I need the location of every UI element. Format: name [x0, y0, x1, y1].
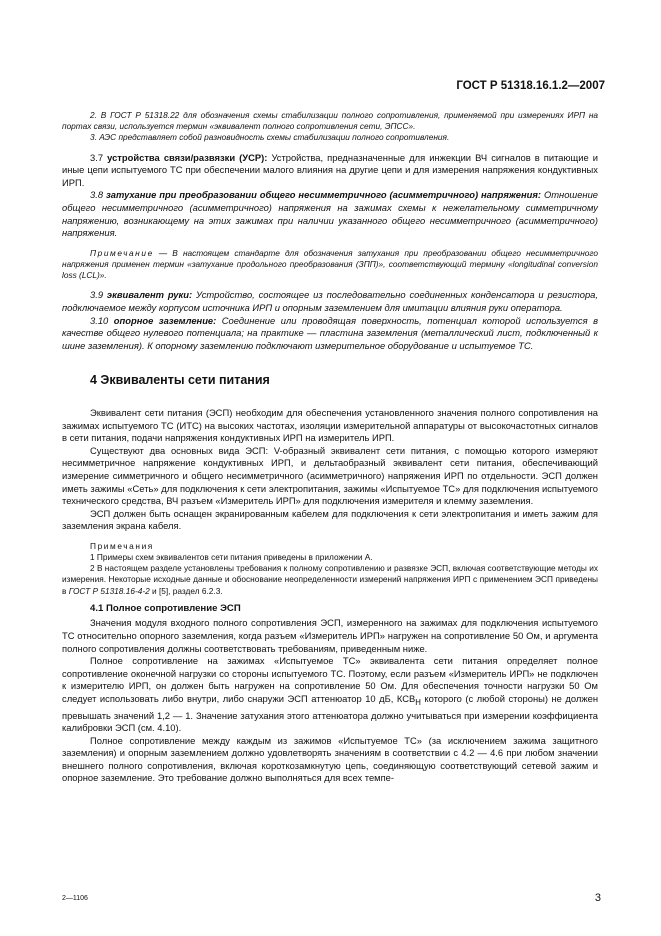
def-number: 3.9: [90, 289, 104, 301]
note-2-text-a: 2 В настоящем разделе установлены требования к полному сопротивлению и развязке ЭСП, включая соответствующие методы их измерения. Некоторые исходные данные и обоснование неопределенности измерений напряжения ИРП с применением ЭСП приведены в: [62, 563, 598, 596]
note-2-text-b: и [5], раздел 6.2.3.: [149, 585, 223, 596]
note-text: — В настоящем стандарте для обозначения затухания при преобразовании общего несимметричного напряжения применен термин «затухание продольного преобразования (ЗПП)», соответствующий термину «longitudinal conversion loss (LCL)».: [62, 247, 598, 281]
section-4-title: 4 Эквиваленты сети питания: [90, 373, 270, 388]
note-text: 2. В ГОСТ Р 51318.22 для обозначения схемы стабилизации полного сопротивления, применяемой при измерениях ИРП на портах связи, используется термин «эквивалент полного сопротивления сети, ЭПСС».: [62, 110, 598, 132]
section-4-paragraph: Существуют два основных вида ЭСП: V-образный эквивалент сети питания, с помощью которого измеряют несимметричное напряжение кондуктивных ИРП, и дельтаобразный эквивалент сети питания, обеспечивающий измерение симметричного и общего несимметричного (асимметричного) напряжения ИРП по отдельности. ЭСП должен иметь зажимы «Сеть» для подключения к сети электропитания, зажимы «Испытуемое ТС» для подключения испытуемого технического средства, ВЧ разъем «Измеритель ИРП» для подключения измерителя и клемму заземления.: [62, 444, 598, 507]
section-4-1-paragraph: Полное сопротивление между каждым из зажимов «Испытуемое ТС» (за исключением зажима защитного заземления) и опорным заземлением должно удовлетворять значениям в соответствии с 4.2 — 4.6 при любом значении внешнего полного сопротивления, включая короткозамкнутую цепь, соединяющую соответствующий сетевой зажим и опорное заземление. Это требование должно выполняться для всех темпе-: [62, 734, 598, 784]
section-4-1-title: 4.1 Полное сопротивление ЭСП: [90, 602, 241, 614]
def-number: 3.7: [90, 151, 104, 163]
standard-reference: ГОСТ Р 51318.16-4-2: [68, 585, 150, 596]
doc-code-header: ГОСТ Р 51318.16.1.2—2007: [456, 80, 605, 92]
section-4-paragraph: ЭСП должен быть оснащен экранированным кабелем для подключения к сети электропитания и иметь зажим для заземления экрана кабеля.: [62, 507, 598, 532]
def-text: Отношение общего несимметричного (асимметричного) напряжения на зажимах схемы к нежелательному симметричному напряжению, возникающему на этих зажимах при наличии указанного общего несимметричного (асимметричного) напряжения.: [62, 189, 599, 239]
def-term: устройства связи/развязки (УСР):: [107, 151, 268, 163]
def-term: опорное заземление:: [113, 314, 217, 326]
note-1: 1 Примеры схем эквивалентов сети питания приведены в приложении А.: [90, 552, 373, 563]
def-term: затухание при преобразовании общего несимметричного (асимметричного) напряжения:: [105, 189, 542, 201]
note-text: 3. АЭС представляет собой разновидность схемы стабилизации полного сопротивления.: [90, 132, 450, 143]
paragraph-text: которого (с любой стороны) не должен превышать значений 1,2 — 1. Значение затухания этого аттенюатора должно учитываться при измерении коэффициента калибровки ЭСП (см. 4.10).: [62, 693, 598, 734]
page-number: 3: [594, 892, 601, 904]
page-content: [62, 110, 598, 785]
subscript: Н: [415, 697, 421, 707]
print-code: 2—1106: [62, 895, 88, 902]
definition-3-8: [62, 189, 598, 239]
def-number: 3.10: [90, 314, 109, 326]
definition-3-7: [62, 152, 598, 190]
section-4-1-paragraph: [62, 655, 598, 734]
def-number: 3.8: [90, 189, 104, 201]
notes-label: Примечания: [90, 540, 154, 551]
note-label: Примечание: [90, 247, 154, 258]
def-text: Устройство, состоящее из последовательно соединенных конденсатора и резистора, подключаемое между корпусом источника ИРП и опорным заземлением для имитации влияния руки оператора.: [62, 289, 598, 313]
note-3-8: [62, 248, 598, 282]
section-4-1-paragraph: Значения модуля входного полного сопротивления ЭСП, измеренного на зажимах для подключения испытуемого ТС относительно опорного заземления, когда разъем «Измеритель ИРП» нагружен на сопротивление 50 Ом, и аргумента полного сопротивления должны соответствовать требованиям, приведенным ниже.: [62, 617, 598, 654]
definition-3-9: [62, 289, 598, 314]
def-text: Устройства, предназначенные для инжекции ВЧ сигналов в питающие и иные цепи испытуемого ТС при обеспечении малого влияния на другие цепи и для измерения напряжения кондуктивных ИРП.: [62, 151, 599, 188]
note-2: [62, 563, 598, 597]
def-term: эквивалент руки:: [106, 289, 193, 301]
def-text: Соединение или проводящая поверхность, потенциал которой используется в качестве общего нулевого потенциала; на практике — пластина заземления (металлический лист, подключенный к шине заземления). К опорному заземлению подключают измерительное оборудование и испытуемое ТС.: [62, 314, 598, 351]
section-4-paragraph: Эквивалент сети питания (ЭСП) необходим для обеспечения установленного значения полного сопротивления на зажимах испытуемого ТС (ИТС) на высоких частотах, изоляции измерительной аппаратуры от высокочастотных сигналов в сети питания, подачи напряжения кондуктивных ИРП на измеритель ИРП.: [62, 406, 598, 444]
paragraph-text: Полное сопротивление на зажимах «Испытуемое ТС» эквивалента сети питания определяет полное сопротивление оконечной нагрузки со стороны испытуемого ТС. Поэтому, если разъем «Измеритель ИРП» не подключен к измерителю ИРП, он должен быть нагружен на сопротивление 50 Ом. Для обеспечения точности нагрузки 50 Ом следует использовать либо внутри, либо снаружи ЭСП аттенюатор 10 дБ, КСВ: [62, 655, 598, 705]
definition-3-10: [62, 315, 598, 353]
